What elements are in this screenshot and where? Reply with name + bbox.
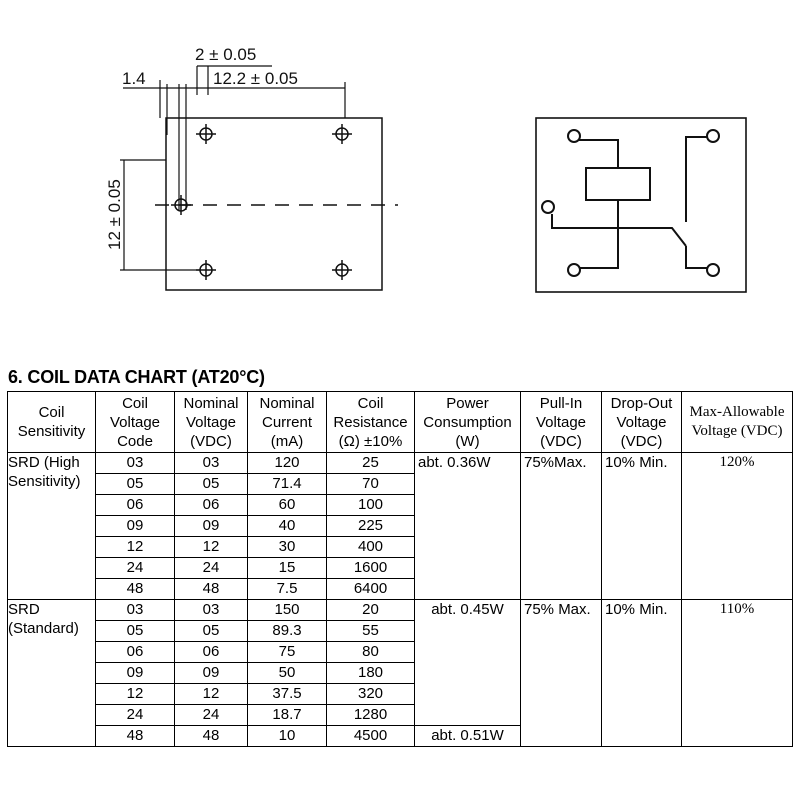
- cell-resistance: 6400: [327, 579, 415, 600]
- dimension-labels: [105, 45, 298, 250]
- cell-current: 89.3: [248, 621, 327, 642]
- relay-schematic: [536, 118, 746, 292]
- cell-resistance: 20: [327, 600, 415, 621]
- relay-drawings: [0, 0, 800, 330]
- header-cell: Power Consumption (W): [415, 392, 521, 453]
- table-header-row: [8, 392, 793, 453]
- cell-pull-in: 75%Max.: [521, 453, 602, 600]
- cell-power: abt. 0.45W: [415, 600, 521, 726]
- cell-code: 09: [96, 663, 175, 684]
- cell-current: 150: [248, 600, 327, 621]
- dim-top-label: 2 ± 0.05: [195, 45, 257, 64]
- cell-code: 05: [96, 474, 175, 495]
- group-label: SRD (High Sensitivity): [8, 453, 96, 600]
- cell-max-allow: 120%: [682, 453, 793, 600]
- cell-voltage: 06: [175, 642, 248, 663]
- cell-current: 7.5: [248, 579, 327, 600]
- cell-resistance: 180: [327, 663, 415, 684]
- cell-voltage: 03: [175, 453, 248, 474]
- cell-resistance: 1280: [327, 705, 415, 726]
- cell-current: 40: [248, 516, 327, 537]
- cell-resistance: 80: [327, 642, 415, 663]
- cell-resistance: 100: [327, 495, 415, 516]
- cell-power-last: abt. 0.51W: [415, 726, 521, 747]
- cell-code: 48: [96, 726, 175, 747]
- coil-data-table: [7, 391, 793, 747]
- cell-code: 24: [96, 705, 175, 726]
- cell-drop-out: 10% Min.: [602, 453, 682, 600]
- dim-vertical-label: 12 ± 0.05: [105, 179, 124, 250]
- cell-current: 15: [248, 558, 327, 579]
- cell-code: 12: [96, 684, 175, 705]
- cell-current: 120: [248, 453, 327, 474]
- cell-resistance: 70: [327, 474, 415, 495]
- cell-voltage: 48: [175, 579, 248, 600]
- pin-top-right: [332, 124, 352, 144]
- header-cell: Drop-Out Voltage (VDC): [602, 392, 682, 453]
- pin-middle-left: [171, 195, 191, 215]
- cell-resistance: 25: [327, 453, 415, 474]
- pin-bottom-left: [196, 260, 216, 280]
- cell-code: 06: [96, 642, 175, 663]
- cell-max-allow: 110%: [682, 600, 793, 747]
- cell-code: 12: [96, 537, 175, 558]
- cell-voltage: 05: [175, 474, 248, 495]
- pcb-layout-drawing: [120, 66, 398, 290]
- dim-top-long-label: 12.2 ± 0.05: [213, 69, 298, 88]
- cell-voltage: 03: [175, 600, 248, 621]
- header-cell: Coil Sensitivity: [8, 392, 96, 453]
- cell-resistance: 1600: [327, 558, 415, 579]
- header-cell: Max-Allowable Voltage (VDC): [682, 392, 793, 453]
- dim-left-small-label: 1.4: [122, 69, 146, 88]
- cell-resistance: 225: [327, 516, 415, 537]
- cell-voltage: 09: [175, 516, 248, 537]
- cell-current: 18.7: [248, 705, 327, 726]
- cell-voltage: 12: [175, 537, 248, 558]
- cell-voltage: 24: [175, 705, 248, 726]
- cell-resistance: 4500: [327, 726, 415, 747]
- pin-top-left: [196, 124, 216, 144]
- cell-pull-in: 75% Max.: [521, 600, 602, 747]
- cell-resistance: 400: [327, 537, 415, 558]
- cell-power: abt. 0.36W: [415, 453, 521, 600]
- coil-symbol: [586, 168, 650, 200]
- header-cell: Pull-In Voltage (VDC): [521, 392, 602, 453]
- cell-voltage: 09: [175, 663, 248, 684]
- cell-current: 75: [248, 642, 327, 663]
- cell-voltage: 24: [175, 558, 248, 579]
- header-cell: Coil Resistance (Ω) ±10%: [327, 392, 415, 453]
- cell-voltage: 06: [175, 495, 248, 516]
- cell-code: 05: [96, 621, 175, 642]
- group-label: SRD (Standard): [8, 600, 96, 747]
- cell-code: 06: [96, 495, 175, 516]
- cell-voltage: 05: [175, 621, 248, 642]
- cell-voltage: 12: [175, 684, 248, 705]
- table-row: [8, 600, 793, 621]
- cell-code: 03: [96, 600, 175, 621]
- section-title: 6. COIL DATA CHART (AT20°C): [8, 367, 265, 387]
- cell-voltage: 48: [175, 726, 248, 747]
- cell-drop-out: 10% Min.: [602, 600, 682, 747]
- header-cell: Nominal Current (mA): [248, 392, 327, 453]
- cell-code: 03: [96, 453, 175, 474]
- cell-current: 37.5: [248, 684, 327, 705]
- cell-current: 60: [248, 495, 327, 516]
- cell-current: 30: [248, 537, 327, 558]
- header-cell: Nominal Voltage (VDC): [175, 392, 248, 453]
- cell-current: 10: [248, 726, 327, 747]
- cell-resistance: 55: [327, 621, 415, 642]
- cell-current: 71.4: [248, 474, 327, 495]
- table-row: [8, 453, 793, 474]
- header-cell: Coil Voltage Code: [96, 392, 175, 453]
- cell-code: 24: [96, 558, 175, 579]
- pin-bottom-right: [332, 260, 352, 280]
- cell-code: 09: [96, 516, 175, 537]
- cell-code: 48: [96, 579, 175, 600]
- cell-resistance: 320: [327, 684, 415, 705]
- cell-current: 50: [248, 663, 327, 684]
